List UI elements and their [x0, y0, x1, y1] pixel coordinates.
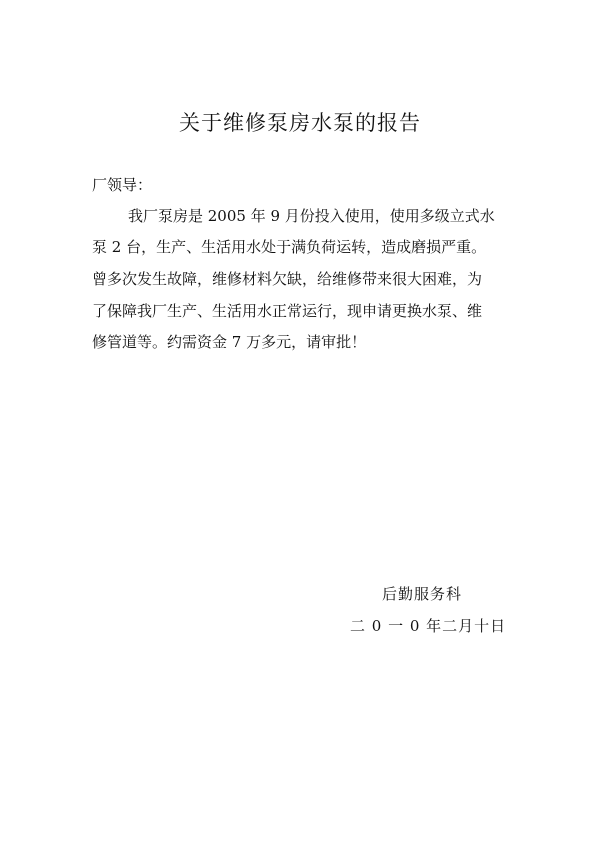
salutation: 厂领导：: [92, 176, 153, 194]
document-title: 关于维修泵房水泵的报告: [179, 111, 421, 135]
body-line-1: 我厂泵房是 2005 年 9 月份投入使用，使用多级立式水: [128, 207, 495, 225]
body-line-4: 了保障我厂生产、生活用水正常运行，现申请更换水泵、维: [92, 302, 483, 320]
signer-department: 后勤服务科: [382, 585, 463, 603]
body-line-3: 曾多次发生故障，维修材料欠缺，给维修带来很大困难，为: [92, 270, 483, 288]
document-date: 二 0 一 0 年二月十日: [350, 617, 507, 635]
body-line-2: 泵 2 台，生产、生活用水处于满负荷运转，造成磨损严重。: [92, 238, 487, 256]
body-line-5: 修管道等。约需资金 7 万多元，请审批！: [92, 333, 367, 351]
